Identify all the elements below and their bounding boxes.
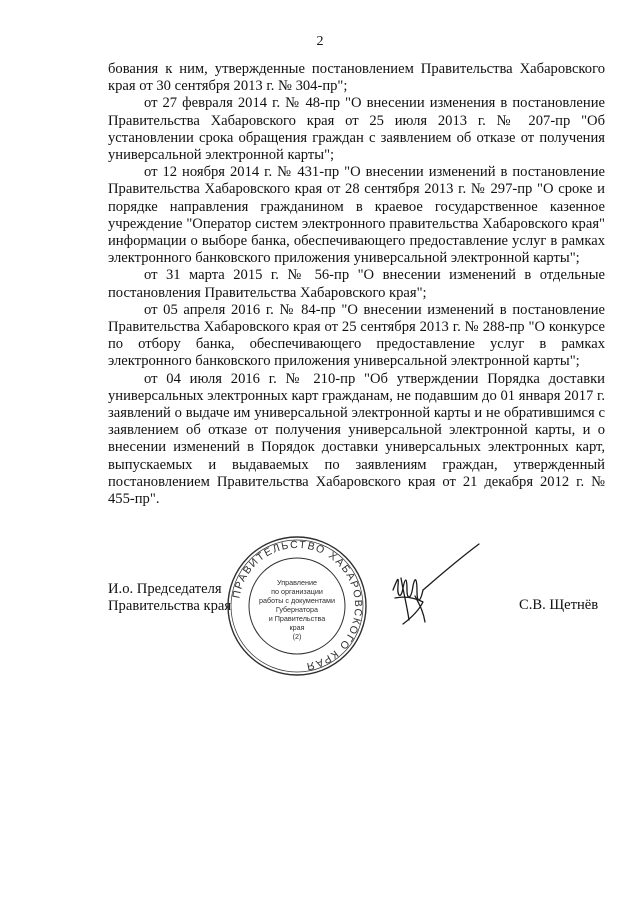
paragraph-resolution-56: от 31 марта 2015 г. № 56-пр "О внесении изменений в отдельные постановления Правительства Хабаровского края";	[108, 267, 605, 301]
paragraph-resolution-431: от 12 ноября 2014 г. № 431-пр "О внесении изменений в постановление Правительства Хабаровского края от 28 сентября 2013 г. № 297-пр "О сроке и порядке направления гражданином в краевое государственное казенное учреждение "Оператор систем электронного правительства Хабаровского края" информации о выборе банка, обеспечивающего предоставление услуг в рамках электронного банковского приложения универсальной электронной карты";	[108, 164, 605, 267]
paragraph-continuation: бования к ним, утвержденные постановлением Правительства Хабаровского края от 30 сентября 2013 г. № 304-пр";	[108, 61, 605, 95]
document-body	[108, 61, 605, 508]
page-number: 2	[316, 34, 324, 49]
seal-inner-line: и Правительства	[268, 614, 326, 623]
paragraph-resolution-48: от 27 февраля 2014 г. № 48-пр "О внесении изменения в постановление Правительства Хабаровского края от 25 июля 2013 г. № 207-пр "Об установлении срока обращения граждан с заявлением об отказе от получения универсальной электронной карты";	[108, 95, 605, 164]
seal-inner-line: Управление	[277, 578, 317, 587]
paragraph-resolution-84: от 05 апреля 2016 г. № 84-пр "О внесении изменений в постановление Правительства Хабаровского края от 25 сентября 2013 г. № 288-пр "О конкурсе по отбору банка, обеспечивающего предоставление услуг в рамках электронного банковского приложения универсальной электронной карты";	[108, 301, 605, 370]
signature-stroke	[423, 544, 479, 590]
seal-inner-line: края	[289, 623, 305, 632]
signatory-name: С.В. Щетнёв	[519, 597, 599, 613]
signatory-title	[108, 581, 231, 615]
signatory-title-line-1: И.о. Председателя	[108, 581, 222, 597]
official-seal	[226, 535, 368, 677]
signatory-title-line-2: Правительства края	[108, 598, 232, 614]
seal-inner-line: (2)	[292, 632, 302, 641]
paragraph-resolution-210: от 04 июля 2016 г. № 210-пр "Об утверждении Порядка доставки универсальных электронных карт гражданам, не подавшим до 01 января 2017 г. заявлений о выдаче им универсальной электронной карты и не обратившимся с заявлением об отказе от получения универсальной электронной карты, и о внесении изменений в Порядок доставки универсальных электронных карт, выпускаемых и выдаваемых по заявлениям граждан, утвержденный постановлением Правительства Хабаровского края от 21 декабря 2012 г. № 455-пр".	[108, 370, 605, 508]
seal-inner-line: Губернатора	[275, 605, 319, 614]
signature-stroke	[395, 597, 423, 624]
handwritten-signature	[385, 538, 495, 630]
seal-inner-line: по организации	[271, 587, 323, 596]
seal-inner-line: работы с документами	[259, 596, 335, 605]
seal-ring-text-path: ПРАВИТЕЛЬСТВО ХАБАРОВСКОГО КРАЯ	[230, 538, 365, 673]
signature-stroke	[401, 578, 409, 620]
